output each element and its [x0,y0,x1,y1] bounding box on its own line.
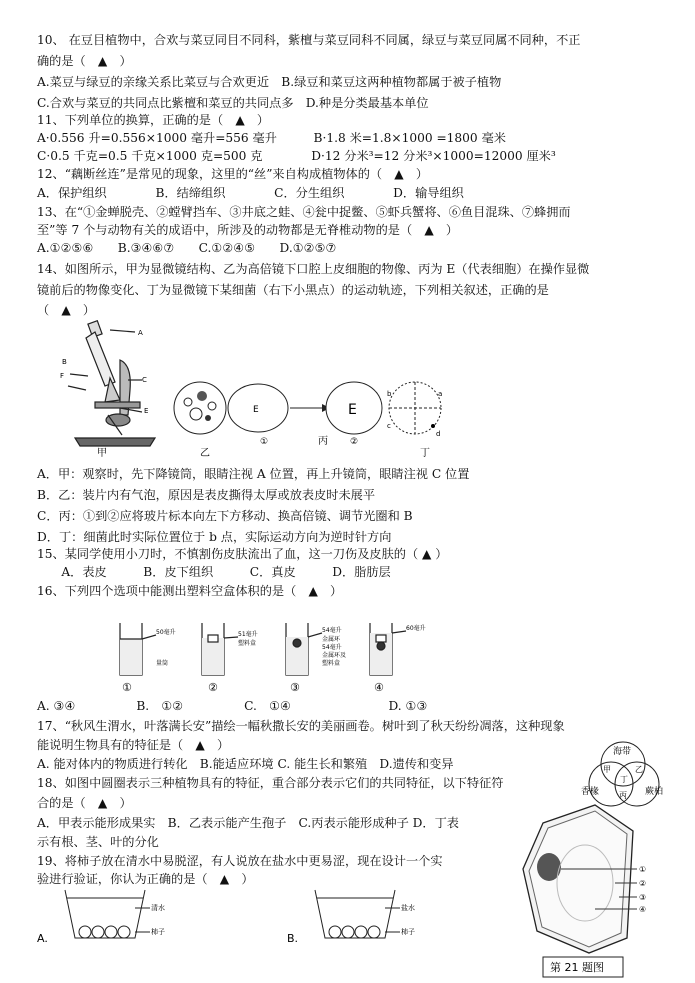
c2-label-b: 塑料盒 [238,640,257,647]
q21-cell-figure [515,803,685,981]
venn-b: 乙 [635,765,643,774]
beaker-a-water: 清水 [151,904,165,912]
q10-option-ab: A.菜豆与绿豆的亲缘关系比菜豆与合欢更近 B.绿豆和菜豆这两种植物都属于被子植物 [37,75,502,89]
cyl-num-2: ② [208,681,218,694]
q16-figure [100,603,460,695]
fig-label-yi: 乙 [200,448,210,459]
q17-options: A. 能对体内的物质进行转化 B.能适应环境 C. 能生长和繁殖 D.遗传和变异 [37,757,454,771]
q14-option-a: A．甲：观察时，先下降镜筒，眼睛注视 A 位置，再上升镜筒，眼睛注视 C 位置 [37,467,470,481]
point-b: b [387,390,392,398]
c4-label-b: 金属环及 [322,652,347,659]
q11-option-cd: C·0.5 千克=0.5 千克×1000 克=500 克 D·12 分米³=12 分米³×1000=12000 厘米³ [37,149,556,163]
q12-stem: 12、“藕断丝连”是常见的现象，这里的“丝”来自构成植物体的（ ▲ ） [37,167,429,181]
fig-label-jia: 甲 [97,448,107,459]
q12-options: A．保护组织 B．结缔组织 C．分生组织 D．输导组织 [37,186,464,200]
point-c: c [387,422,391,430]
q18-options-cont: 示有根、茎、叶的分化 [37,835,159,849]
cell-num-2: ② [639,879,647,888]
q14-line3: （ ▲ ） [37,303,96,317]
q19-figure [35,880,435,950]
q15-stem: 15、某同学使用小刀时，不慎割伤皮肤流出了血，这一刀伤及皮肤的（ ▲ ） [37,547,448,561]
venn-d: 丁 [620,775,628,784]
circle-label-1: ① [260,437,269,447]
c1-label-b: 量筒 [156,660,169,667]
c4-label-a: 54毫升 [322,644,342,651]
q19-line2: 验进行验证，你认为正确的是（ ▲ ） [37,872,254,886]
micro-label-e: E [144,407,149,415]
q19-line1: 19、将柿子放在清水中易脱涩，有人说放在盐水中更易涩，现在设计一个实 [37,854,443,868]
cell-num-3: ③ [639,893,647,902]
micro-label-a: A [138,329,143,337]
q10-line1: 10、 在豆目植物中，合欢与菜豆同目不同科，紫檀与菜豆同科不同属，绿豆与菜豆同属不同种，不正 [37,33,581,47]
q16-options: A. ③④ B. ①② C. ①④ D. ①③ [37,699,428,713]
micro-label-f: F [60,372,65,380]
venn-a: 甲 [603,765,611,774]
venn-left: 香椽 [581,787,600,797]
venn-right: 蕨柏 [645,787,664,797]
point-d: d [436,430,441,438]
q14-line2: 镜前后的物像变化、丁为显微镜下某细菌（右下小黑点）的运动轨迹，下列相关叙述，正确的是 [37,283,549,297]
c2-label-a: 51毫升 [238,631,258,638]
c3-label-b: 金属环 [322,636,341,643]
q18-line1: 18、如图中圆圈表示三种植物具有的特征，重合部分表示它们的共同特征，以下特征符 [37,776,504,790]
q19-option-b: B. [287,932,299,945]
q10-line2: 确的是（ ▲ ） [37,54,132,68]
q14-option-b: B．乙：装片内有气泡，原因是表皮撕得太厚或放表皮时未展平 [37,488,376,502]
cheek-cell-view [174,382,226,434]
venn-top: 海带 [613,747,632,757]
q11-option-ab: A·0.556 升=0.556×1000 毫升=556 毫升 B·1.8 米=1.8×1000 =1800 毫米 [37,131,506,145]
q14-line1: 14、如图所示，甲为显微镜结构、乙为高倍镜下口腔上皮细胞的物像、丙为 E（代表细胞）在操作显微 [37,262,590,276]
c3-label-a: 54毫升 [322,627,342,634]
bacteria-track [389,382,441,434]
fig-label-ding: 丁 [420,448,430,459]
venn-c: 丙 [619,791,627,800]
c1-label-a: 50毫升 [156,629,176,636]
q18-venn [573,740,693,812]
beaker-a-fruit: 柿子 [151,928,165,936]
q10-option-cd: C.合欢与菜豆的共同点比紫檀和菜豆的共同点多 D.种是分类最基本单位 [37,96,429,110]
cell-e-large: E [348,402,357,418]
q14-option-c: C．丙：①到②应将玻片标本向左下方移动、换高倍镜、调节光圈和 B [37,509,413,523]
micro-label-c: C [142,376,147,384]
q11-stem: 11、下列单位的换算，正确的是（ ▲ ） [37,113,270,127]
cyl-num-3: ③ [290,681,300,694]
cell-e-small: E [253,405,259,415]
fig-label-bing: 丙 [318,436,328,447]
q17-line2: 能说明生物具有的特征是（ ▲ ） [37,738,230,752]
beaker-b-salt: 盐水 [401,904,415,912]
cell-num-1: ① [639,865,647,874]
micro-label-b: B [62,358,67,366]
cell-num-4: ④ [639,905,647,914]
q13-line2: 至”等 7 个与动物有关的成语中，所涉及的动物都是无脊椎动物的是（ ▲ ） [37,223,459,237]
fig21-caption: 第 21 题图 [550,961,604,974]
q13-options: A.①②⑤⑥ B.③④⑥⑦ C.①②④⑤ D.①②⑤⑦ [37,241,337,255]
c4-label-c: 塑料盒 [322,660,341,667]
beaker-b-fruit: 柿子 [401,928,415,936]
q18-options: A．甲表示能形成果实 B．乙表示能产生孢子 C.丙表示能形成种子 D．丁表 [37,816,459,830]
q14-option-d: D．丁：细菌此时实际位置位于 b 点，实际运动方向为逆时针方向 [37,530,392,544]
q17-line1: 17、“秋风生渭水，叶落满长安”描绘一幅秋撒长安的美丽画卷。树叶到了秋天纷纷凋落，这种现象 [37,719,565,733]
q16-stem: 16、下列四个选项中能测出塑料空盒体积的是（ ▲ ） [37,584,343,598]
cyl-num-1: ① [122,681,132,694]
q15-options: A．表皮 B．皮下组织 C．真皮 D．脂肪层 [37,565,391,579]
cyl-num-4: ④ [374,681,384,694]
c5-label: 60毫升 [406,625,426,632]
circle-label-2: ② [350,437,359,447]
q14-figure [50,320,470,460]
q19-option-a: A. [37,932,48,945]
point-a: a [438,390,443,398]
q18-line2: 合的是（ ▲ ） [37,796,132,810]
q13-line1: 13、在“①金蝉脱壳、②螳臂挡车、③井底之蛙、④瓮中捉鳖、⑤虾兵蟹将、⑥鱼目混珠、⑦蜂拥而 [37,205,571,219]
